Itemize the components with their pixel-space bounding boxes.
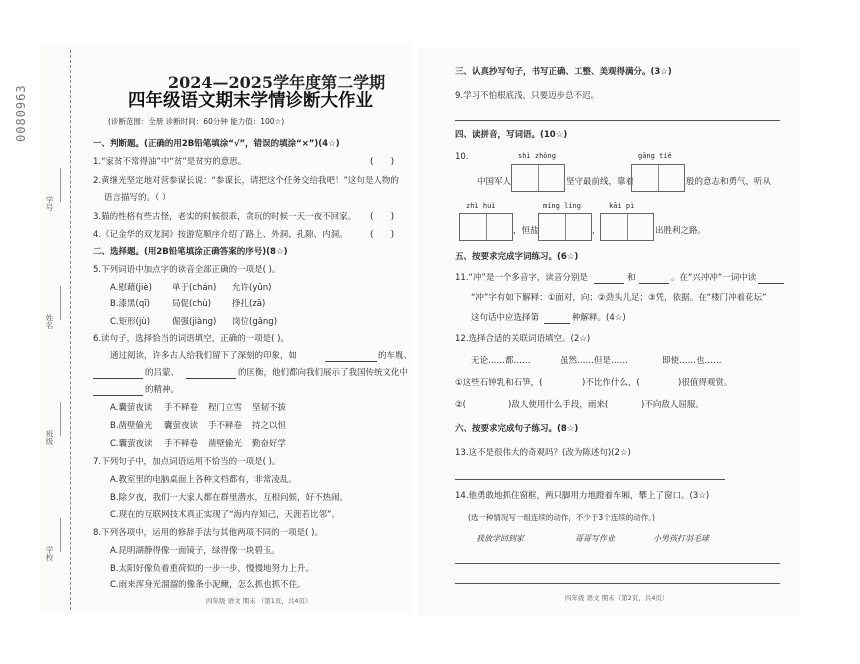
q5-option-b3: 挣扎(zā) [232,299,266,309]
q12-option-3: 即使……也…… [662,356,722,366]
class-line [60,402,61,436]
pinyin-2: gāng tiě [638,152,672,160]
label-name: 姓名 [45,314,54,329]
page2-footer: 四年级 语文 期末（第2页，共4页） [565,594,669,602]
q11-line1a: 11.“冲”是一个多音字，读音分别是 [455,273,588,283]
answer-paren-3: ( ) [370,212,395,222]
q7-option-c: C.现在的互联网技术真正实现了“海内存知己，天涯若比邻”。 [110,510,340,520]
q11-line2: “冲”字有如下解释：①面对，向；②劲头儿足；③凭，依据。在“楼门冲着花坛” [471,293,767,303]
q12-sentence2c: )不向敌人屈服。 [641,400,704,410]
q5-option-c2: 倔强(jiàng) [172,317,217,327]
section4-heading: 四、读拼音，写词语。(10☆) [455,130,568,140]
q14-option-1: 我放学回到家 [476,534,524,543]
label-student-id: 学号 [45,196,54,211]
section6-heading: 六、按要求完成句子练习。(8☆) [455,424,579,434]
q14-stem: 14.他勇敢地抓住窗框，两只脚用力地蹬着车厢，攀上了窗口。(3☆) [455,491,710,501]
q6-blank-2 [93,378,143,379]
q6-option-a2: 手不释卷 [164,403,199,413]
q5-option-b1: B.漆黑(qī) [110,299,150,309]
q10-text-2: 坚守最前线，靠着 [566,177,635,187]
q8-stem: 8.下列各项中，运用的修辞手法与其他两项不同的一项是( )。 [93,528,323,538]
q12-option-2: 虽然……但是…… [560,356,629,366]
q6-passage-2a: 的吕蒙、 [145,368,180,378]
label-class: 班级 [45,430,54,445]
q11-blank-3 [758,283,784,284]
name-line [60,286,61,320]
q11-blank-4 [544,323,570,324]
q6-blank-4 [93,395,143,396]
judge-item-3: 3.猫的性格有些古怪，老实的时候很乖，贪玩的时候一天一夜不回家。 [93,212,357,222]
answer-paren-1: ( ) [370,157,395,167]
q12-stem: 12.选择合适的关联词语填空。(2☆) [455,334,591,344]
q5-option-a3: 允许(yǔn) [232,283,272,293]
pinyin-3: zhì huì [466,202,496,210]
q5-option-c3: 岗位(gǎng) [232,317,278,327]
q6-option-c4: 勤奋好学 [252,439,287,449]
q11-line1b: 和 [627,273,636,283]
q6-stem: 6.读句子，选择恰当的词语填空，正确的一项是( )。 [93,334,289,344]
q6-option-c3: 凿壁偷光 [208,439,243,449]
q5-option-a1: A.慰藉(jiè) [110,283,152,293]
q12-option-1: 无论……都…… [471,356,531,366]
q14-option-3: 小男孩打羽毛球 [653,534,709,543]
judge-item-2: 2.黄继光坚定地对营参谋长说：“参谋长，请把这个任务交给我吧！”这句是人物的 [93,176,399,186]
q6-option-a4: 坚韧不拔 [252,403,287,413]
q11-line3b: 种解释。(4☆) [572,313,626,323]
serial-number: 0080963 [14,84,28,142]
q6-option-a1: A.囊萤夜读 [110,403,153,413]
section1-heading: 一、判断题。(正确的用2B铅笔填涂“√”，错误的填涂“×”)(4☆) [93,139,340,149]
q8-option-b: B.太阳好像负着重荷似的一步一步，慢慢地努力上升。 [110,564,315,574]
q9-sentence: 9.学习不怕根底浅，只要迈步总不迟。 [455,91,600,101]
q5-option-b2: 局促(chù) [172,299,212,309]
q12-sentence2a: ②( [455,400,466,410]
q10-text-6: 出胜利之路。 [655,226,707,236]
q14-answer-line-2 [455,583,780,584]
q6-option-b2: 囊萤夜读 [164,421,199,431]
tian-grid-2[interactable] [631,164,685,192]
q11-line3a: 这句话中应选择第 [471,313,540,323]
q11-blank-2 [639,283,669,284]
q13-stem: 13.这不是很伟大的奇观吗？(改为陈述句)(2☆) [455,448,631,458]
exam-title-line2: 四年级语文期末学情诊断大作业 [128,91,373,111]
q8-option-c: C.雨来浑身光溜溜的像条小泥鳅，怎么抓也抓不住。 [110,580,306,590]
q10-text-1: 中国军人 [477,177,512,187]
q6-blank-3 [186,378,236,379]
judge-item-4: 4.《记金华的双龙洞》按游览顺序介绍了路上、外洞、孔隙、内洞。 [93,230,348,240]
q10-text-5: ， [592,226,601,236]
judge-item-2-cont: 语言描写的。（ ） [104,193,171,203]
q11-line1c: 。在“兴冲冲”一词中读 [671,273,757,283]
answer-paren-4: ( ) [370,230,395,240]
q11-blank-1 [594,283,624,284]
q12-sentence1c: )很值得观赏。 [678,378,733,388]
school-line [60,518,61,552]
q8-option-a: A.昆明湖静得像一面镜子，绿得像一块碧玉。 [110,546,280,556]
q10-text-3: 般的意志和勇气，听从 [686,177,772,187]
q9-writing-line [455,120,780,121]
exam-title-line1: 2024—2025学年度第二学期 [168,73,386,92]
q6-passage-3: 的精神。 [145,385,180,395]
section3-heading: 三、认真抄写句子，书写正确、工整、美观得满分。(3☆) [455,67,672,77]
q5-stem: 5.下列词语中加点字的读音全部正确的一项是( )。 [93,265,281,275]
exam-info: (诊断范围：全册 诊断时间：60分钟 能力值：100☆) [108,117,285,126]
q6-option-c2: 手不释卷 [164,439,199,449]
page1-footer: 四年级 语文 期末 （第1页，共4页） [206,597,312,605]
q14-answer-line-1 [455,563,780,564]
pinyin-4: míng líng [543,202,581,210]
q14-option-2: 哥哥写作业 [575,534,615,543]
tian-grid-3[interactable] [459,213,513,241]
pinyin-1: shì zhǒng [518,152,556,160]
q7-option-b: B.除夕夜，我们一大家人都在群里潜水，互相问候，好不热闹。 [110,493,349,503]
q7-stem: 7.下列句子中，加点词语运用不恰当的一项是( )。 [93,457,281,467]
q7-option-a: A.教室里的电脑桌面上各种文档都有，非常凌乱。 [110,475,297,485]
tian-grid-4[interactable] [538,213,592,241]
section5-heading: 五、按要求完成字词练习。(6☆) [455,252,579,262]
judge-item-1: 1.“家贫不常得油”中“贫”是贫穷的意思。 [93,157,247,167]
q10-number: 10. [455,152,469,162]
q5-option-a2: 单于(chán) [172,283,217,293]
q6-option-b1: B.凿壁偷光 [110,421,153,431]
pinyin-5: kāi pì [609,202,635,210]
section2-heading: 二、选择题。(用2B铅笔填涂正确答案的序号)(8☆) [93,247,288,257]
q6-passage-1b: 的车胤、 [378,351,413,361]
student-id-line [60,168,61,202]
q10-text-4: ，恒盐 [513,226,539,236]
q5-option-c1: C.矩形(jù) [110,317,151,327]
q12-sentence2b: )敌人使用什么手段，雨来( [508,400,609,410]
tian-grid-5[interactable] [600,213,654,241]
q6-option-c1: C.囊萤夜读 [110,439,153,449]
q14-hint: (选一种情况写一组连续的动作，不少于3个连续的动作。) [468,513,655,522]
q13-answer-line [455,479,725,480]
tian-grid-1[interactable] [511,164,565,192]
q12-sentence1b: )不比作什么，( [582,378,640,388]
q6-passage-1a: 通过阅读，许多古人给我们留下了深刻的印象，如 [110,351,298,361]
q6-blank-1 [325,361,377,362]
q6-option-a3: 程门立雪 [208,403,243,413]
binding-line [70,50,71,610]
q12-sentence1a: ①这些石钟乳和石笋，( [455,378,543,388]
q6-option-b3: 手不释卷 [208,421,243,431]
q6-passage-2b: 的匡衡，他们都向我们展示了我国传统文化中 [238,368,409,378]
label-school: 学校 [45,546,54,561]
q6-option-b4: 持之以恒 [252,421,287,431]
